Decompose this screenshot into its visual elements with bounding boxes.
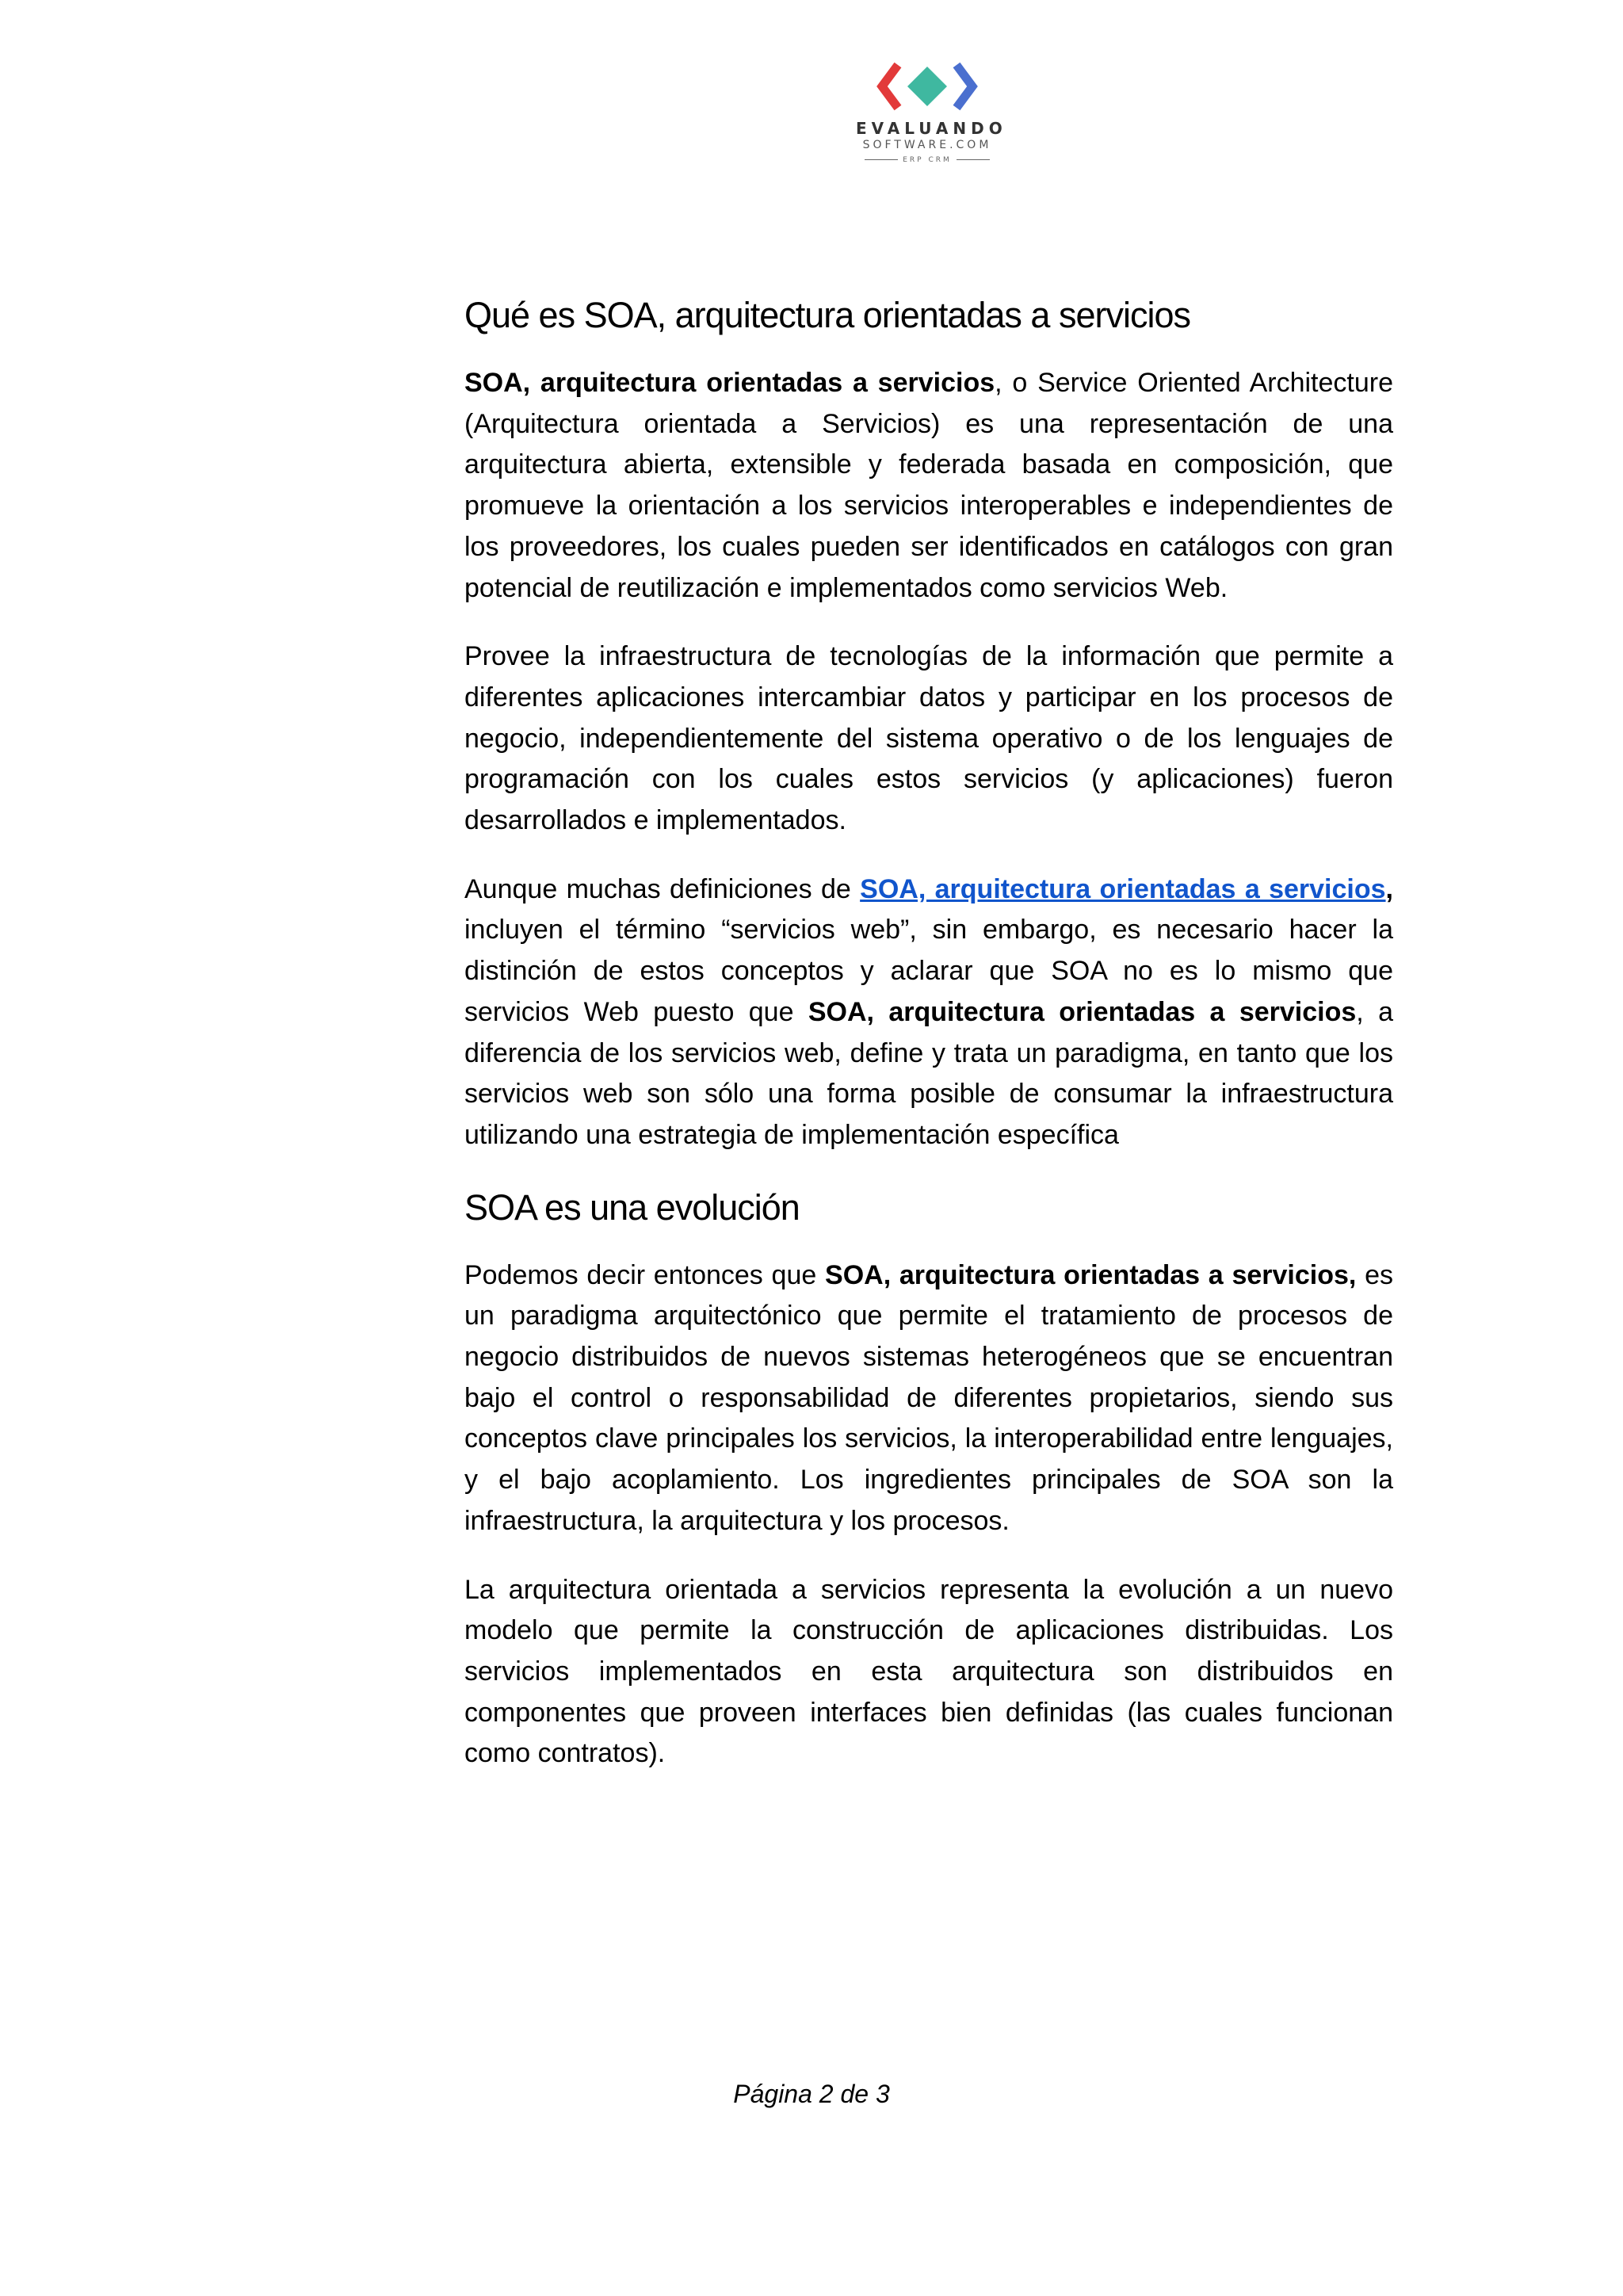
- paragraph-text: , a diferencia de los servicios web, define y trata un paradigma, en tanto que los servicios web son sólo una forma posible de consumar la infraestructura utilizando una estrategia de implementación específica: [464, 996, 1393, 1150]
- paragraph-text: La arquitectura orientada a servicios representa la evolución a un nuevo modelo que permite la construcción de aplicaciones distribuidas. Los servicios implementados en esta arquitectura son distribuidos en componentes que proveen interfaces bien definidas (las cuales funcionan como contratos).: [464, 1574, 1393, 1769]
- logo-wordmark: EVALUANDO: [856, 119, 1007, 138]
- paragraph-infrastructure: [464, 636, 1393, 842]
- bold-term: SOA, arquitectura orientadas a servicios,: [825, 1259, 1357, 1290]
- soa-link[interactable]: SOA, arquitectura orientadas a servicios: [860, 873, 1386, 904]
- bold-term: SOA, arquitectura orientadas a servicios: [464, 368, 995, 398]
- paragraph-definition: [464, 363, 1393, 609]
- paragraph-text: incluyen el término “servicios web”, sin embargo, es necesario hacer la distinción de estos conceptos y aclarar que SOA no es lo mismo que servicios Web puesto que: [464, 915, 1393, 1027]
- company-logo: [856, 59, 1007, 165]
- paragraph-distinction: [464, 869, 1393, 1156]
- logo-tagline: ERP CRM: [856, 155, 999, 165]
- document-body: [464, 292, 1393, 1802]
- paragraph-evolution: [464, 1570, 1393, 1775]
- paragraph-text: es un paradigma arquitectónico que permite el tratamiento de procesos de negocio distribuidos de nuevos sistemas heterogéneos que se encuentran bajo el control o responsabilidad de diferentes propietarios, siendo sus conceptos clave principales los servicios, la interoperabilidad entre lenguajes, y el bajo acoplamiento. Los ingredientes principales de SOA son la infraestructura, la arquitectura y los procesos.: [464, 1259, 1393, 1536]
- page-title: Qué es SOA, arquitectura orientadas a servicios: [464, 295, 1190, 335]
- paragraph-text: Provee la infraestructura de tecnologías de la información que permite a diferentes aplicaciones intercambiar datos y participar en los procesos de negocio, independientemente del sistema operativo o de los lenguajes de programación con los cuales estos servicios (y aplicaciones) fueron desarrollados e implementados.: [464, 641, 1393, 836]
- paragraph-text: Aunque muchas definiciones de: [464, 873, 861, 904]
- punctuation: ,: [1385, 873, 1393, 904]
- logo-subtitle: SOFTWARE.COM: [862, 139, 992, 151]
- bold-term: SOA, arquitectura orientadas a servicios: [808, 996, 1357, 1027]
- paragraph-text: , o Service Oriented Architecture (Arquitectura orientada a Servicios) es una representación de una arquitectura abierta, extensible y federada basada en composición, que promueve la orientación a los servicios interoperables e independientes de los proveedores, los cuales pueden ser identificados en catálogos con gran potencial de reutilización e implementados como servicios Web.: [464, 368, 1393, 603]
- page-number-footer: Página 2 de 3: [733, 2080, 890, 2108]
- section-heading-evolution: SOA es una evolución: [464, 1186, 800, 1228]
- paragraph-text: Podemos decir entonces que: [464, 1259, 826, 1290]
- paragraph-paradigm: [464, 1255, 1393, 1542]
- logo-mark-icon: [876, 59, 979, 114]
